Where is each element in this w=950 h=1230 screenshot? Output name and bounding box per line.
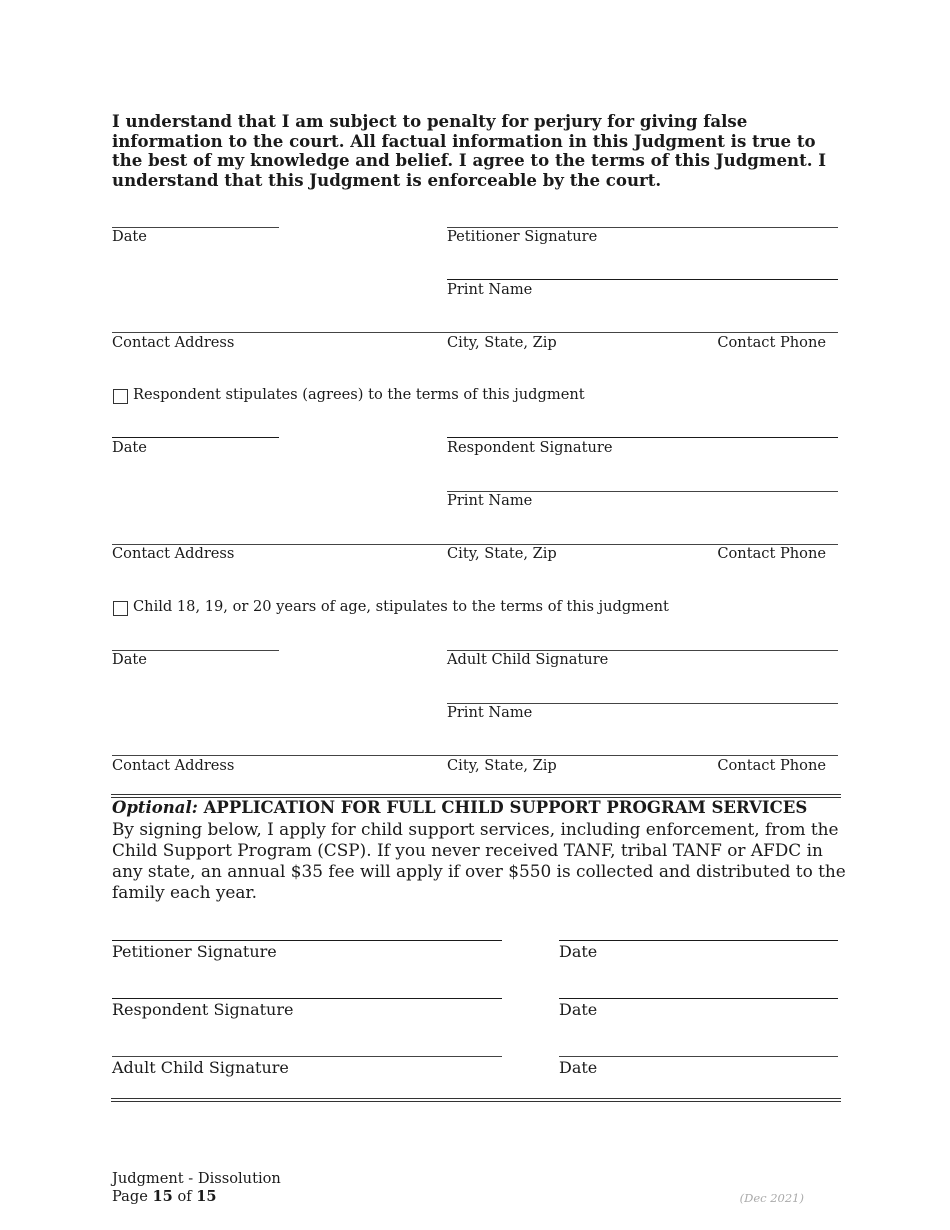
optional-section-body: By signing below, I apply for child support services, including enforcement, from the Child Support Program (CSP). If you never received TANF, tribal TANF or AFDC in any state, an annual $35 fee will apply if over $550 is collected and distributed to the family each year. (112, 819, 846, 902)
respondent-signature-label: Respondent Signature (447, 439, 613, 456)
petitioner-date-label: Date (112, 228, 147, 245)
section-divider-bottom (111, 1098, 841, 1102)
respondent-stipulates-checkbox[interactable] (113, 389, 128, 404)
csp-respondent-date-line[interactable] (559, 998, 838, 999)
respondent-city-label: City, State, Zip (447, 545, 557, 562)
adult-child-print-name-label: Print Name (447, 704, 533, 721)
csp-adult-child-signature-line[interactable] (112, 1056, 502, 1057)
revision-date: (Dec 2021) (739, 1191, 804, 1205)
respondent-phone-label: Contact Phone (717, 545, 826, 562)
csp-respondent-signature-line[interactable] (112, 998, 502, 999)
respondent-signature-line[interactable] (447, 437, 838, 438)
optional-section-heading (112, 798, 807, 818)
adult-child-address-label: Contact Address (112, 757, 235, 774)
footer-page-number: Page 15 of 15 (112, 1188, 217, 1205)
footer-form-title: Judgment - Dissolution (112, 1170, 281, 1187)
csp-adult-child-date-label: Date (559, 1058, 598, 1077)
adult-child-stipulates-checkbox[interactable] (113, 601, 128, 616)
optional-title: APPLICATION FOR FULL CHILD SUPPORT PROGRAM SERVICES (203, 798, 808, 817)
respondent-print-name-label: Print Name (447, 492, 533, 509)
csp-petitioner-signature-line[interactable] (112, 940, 502, 941)
respondent-stipulates-label: Respondent stipulates (agrees) to the terms of this judgment (133, 386, 585, 403)
adult-child-stipulates-label: Child 18, 19, or 20 years of age, stipulates to the terms of this judgment (133, 598, 669, 615)
respondent-date-label: Date (112, 439, 147, 456)
csp-petitioner-date-label: Date (559, 942, 598, 961)
adult-child-date-label: Date (112, 651, 147, 668)
petitioner-print-name-line[interactable] (447, 279, 838, 280)
csp-adult-child-date-line[interactable] (559, 1056, 838, 1057)
petitioner-contact-line[interactable] (112, 332, 838, 333)
csp-petitioner-signature-label: Petitioner Signature (112, 942, 277, 961)
csp-adult-child-signature-label: Adult Child Signature (112, 1058, 289, 1077)
optional-prefix: Optional: (112, 798, 198, 817)
adult-child-phone-label: Contact Phone (717, 757, 826, 774)
petitioner-phone-label: Contact Phone (717, 334, 826, 351)
csp-respondent-date-label: Date (559, 1000, 598, 1019)
perjury-statement: I understand that I am subject to penalty for perjury for giving false information to the court. All factual information in this Judgment is true to the best of my knowledge and belief. I agree to the terms of this Judgment. I understand that this Judgment is enforceable by the court. (112, 111, 827, 190)
respondent-date-line[interactable] (112, 437, 279, 438)
adult-child-city-label: City, State, Zip (447, 757, 557, 774)
respondent-address-label: Contact Address (112, 545, 235, 562)
petitioner-print-name-label: Print Name (447, 281, 533, 298)
petitioner-signature-label: Petitioner Signature (447, 228, 598, 245)
csp-respondent-signature-label: Respondent Signature (112, 1000, 294, 1019)
petitioner-city-label: City, State, Zip (447, 334, 557, 351)
petitioner-address-label: Contact Address (112, 334, 235, 351)
page-footer (112, 1170, 281, 1206)
adult-child-contact-line[interactable] (112, 755, 838, 756)
csp-petitioner-date-line[interactable] (559, 940, 838, 941)
adult-child-signature-label: Adult Child Signature (447, 651, 609, 668)
